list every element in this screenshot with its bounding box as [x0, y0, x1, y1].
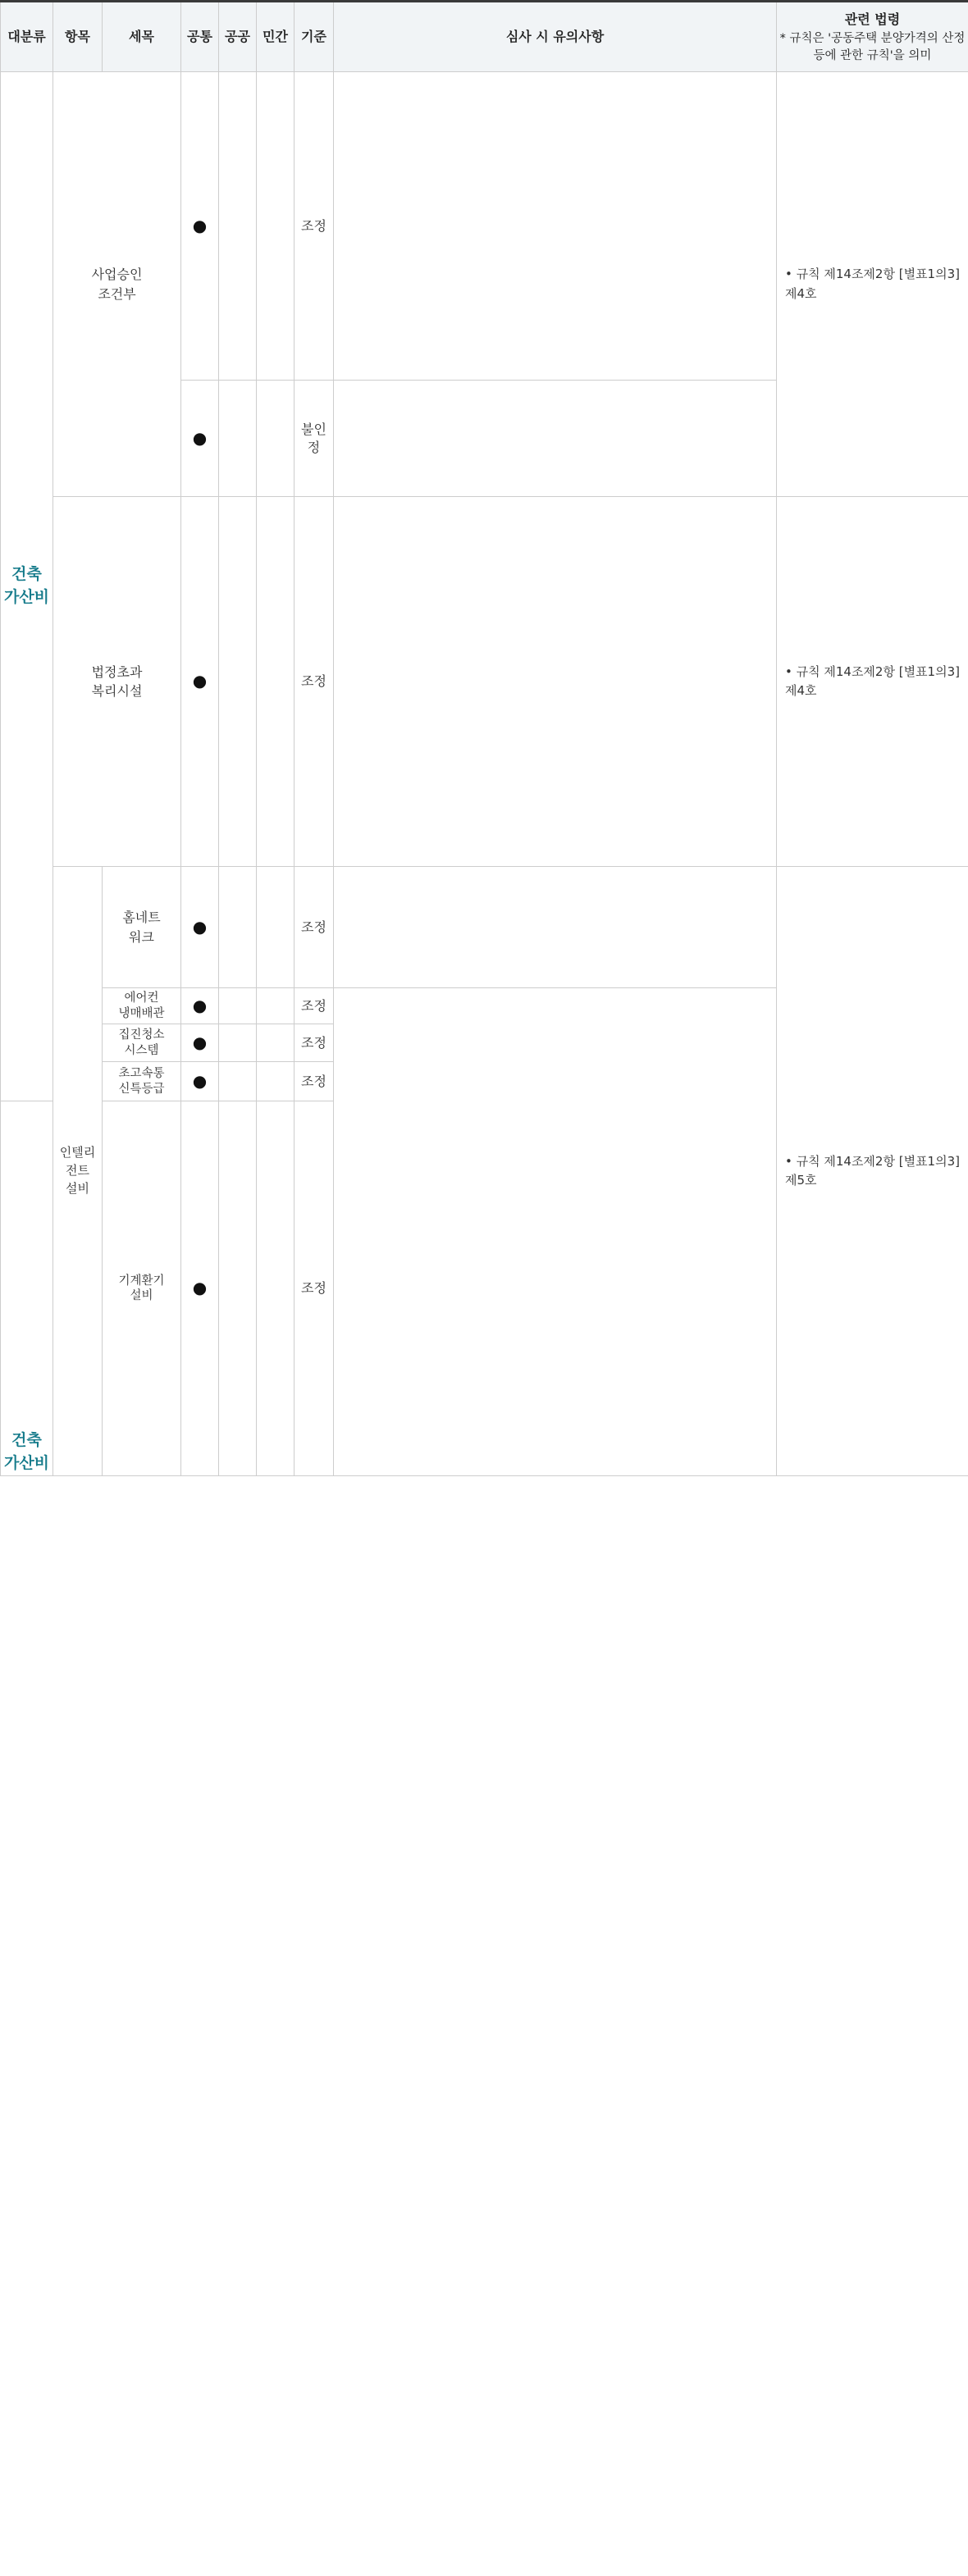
criteria: 조정 — [295, 1101, 334, 1476]
law-cell: • 규칙 제14조제2항 [별표1의3] 제4호 — [777, 497, 968, 867]
col-common: 공통 — [181, 2, 219, 72]
item-welfare: 법정초과 복리시설 — [53, 497, 181, 867]
col-detail: 세목 — [103, 2, 181, 72]
detail-home-network: 홈네트 워크 — [103, 867, 181, 988]
mark-common: ● — [181, 988, 219, 1024]
criteria: 조정 — [295, 988, 334, 1024]
notes-cell — [334, 72, 777, 381]
law-cell: • 규칙 제14조제2항 [별표1의3] 제5호 — [777, 867, 968, 1476]
detail-dust: 집진청소 시스템 — [103, 1024, 181, 1062]
criteria: 조정 — [295, 72, 334, 381]
col-law-sub: * 규칙은 '공동주택 분양가격의 산정 등에 관한 규칙'을 의미 — [779, 31, 966, 62]
mark-common: ● — [181, 72, 219, 381]
mark-common: ● — [181, 1024, 219, 1062]
notes-cell — [334, 497, 777, 867]
col-major: 대분류 — [1, 2, 53, 72]
notes-cell — [334, 988, 777, 1476]
notes-cell — [334, 867, 777, 988]
mark-common: ● — [181, 381, 219, 497]
col-law — [777, 2, 968, 72]
table-row — [1, 497, 968, 867]
table-row — [1, 72, 968, 381]
group-label-2: 건축 가산비 — [1, 1101, 53, 1476]
col-notes: 심사 시 유의사항 — [334, 2, 777, 72]
mark-common: ● — [181, 1101, 219, 1476]
detail-aircon: 에어컨 냉매배관 — [103, 988, 181, 1024]
item-intelligent: 인텔리 전트 설비 — [53, 867, 103, 1476]
criteria: 조정 — [295, 1024, 334, 1062]
col-criteria: 기준 — [295, 2, 334, 72]
criteria: 조정 — [295, 1062, 334, 1101]
col-law-title: 관련 법령 — [844, 11, 901, 28]
mark-common: ● — [181, 867, 219, 988]
mark-common: ● — [181, 497, 219, 867]
law-cell: • 규칙 제14조제2항 [별표1의3] 제4호 — [777, 72, 968, 497]
detail-ventilation: 기계환기 설비 — [103, 1101, 181, 1476]
item-business-cond: 사업승인 조건부 — [53, 72, 181, 497]
notes-cell — [334, 381, 777, 497]
col-private: 민간 — [257, 2, 295, 72]
criteria: 조정 — [295, 867, 334, 988]
col-public: 공공 — [219, 2, 257, 72]
group-label-1: 건축 가산비 — [1, 72, 53, 1101]
detail-telecom: 초고속통 신특등급 — [103, 1062, 181, 1101]
header-row — [1, 2, 968, 72]
mark-common: ● — [181, 1062, 219, 1101]
col-item: 항목 — [53, 2, 103, 72]
table-row — [1, 867, 968, 988]
criteria: 조정 — [295, 497, 334, 867]
criteria: 불인 정 — [295, 381, 334, 497]
